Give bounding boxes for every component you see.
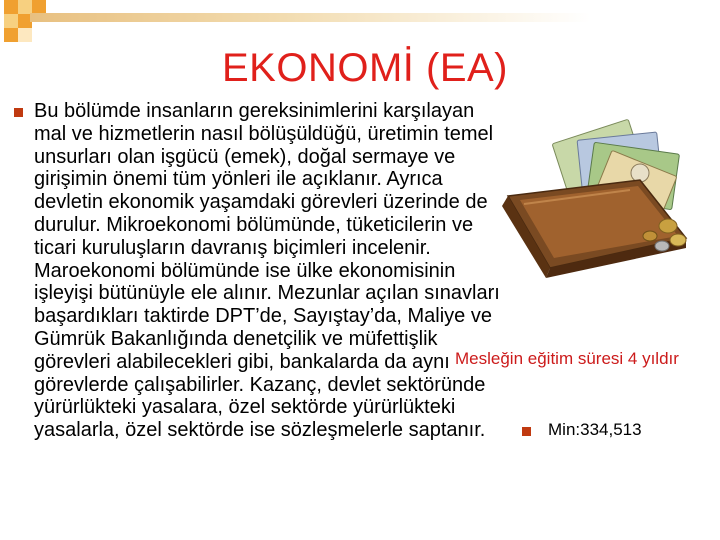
min-score-text: Min:334,513 [548, 420, 642, 439]
corner-square [18, 0, 32, 14]
corner-square [4, 0, 18, 14]
body-paragraph: Bu bölümde insanların gereksinimlerini karşılayan mal ve hizmetlerin nasıl bölüşüldüğü, üretimin temel unsurları olan işgücü (emek), doğal sermaye ve girişimin önemi tüm yönleri ile açıklanır. Ayrıca devletin ekonomik yaşamdaki görevleri üzerinde de durulur. Mikroekonomi bölümünde, tüketicilerin ve ticari kuruluşların davranış biçimleri incelenir. Maroekonomi bölümünde ise ülke ekonomisinin işleyişi bütünüyle ele alınır. Mezunlar açılan sınavları başardıkları taktirde DPT’de, Sayıştay’da, Maliye ve Gümrük Bakanlığında denetçilik ve müfettişlik görevleri alabilecekleri gibi, bankalarda da aynı görevlerde çalışabilirler. Kazanç, devlet sektöründe yürürlükteki yasalara, özel sektörde yürürlükteki yasalarla, özel sektörde ise sözleşmelerle saptanır. [34, 100, 500, 442]
header-divider [30, 13, 590, 22]
duration-note: Mesleğin eğitim süresi 4 yıldır [455, 349, 679, 368]
wallet-icon [490, 118, 690, 288]
bullet-icon [522, 427, 531, 436]
corner-square [18, 28, 32, 42]
page-title: EKONOMİ (EA) [221, 46, 509, 90]
corner-square [4, 28, 18, 42]
bullet-icon [14, 108, 23, 117]
corner-square [4, 14, 18, 28]
corner-square [32, 0, 46, 14]
